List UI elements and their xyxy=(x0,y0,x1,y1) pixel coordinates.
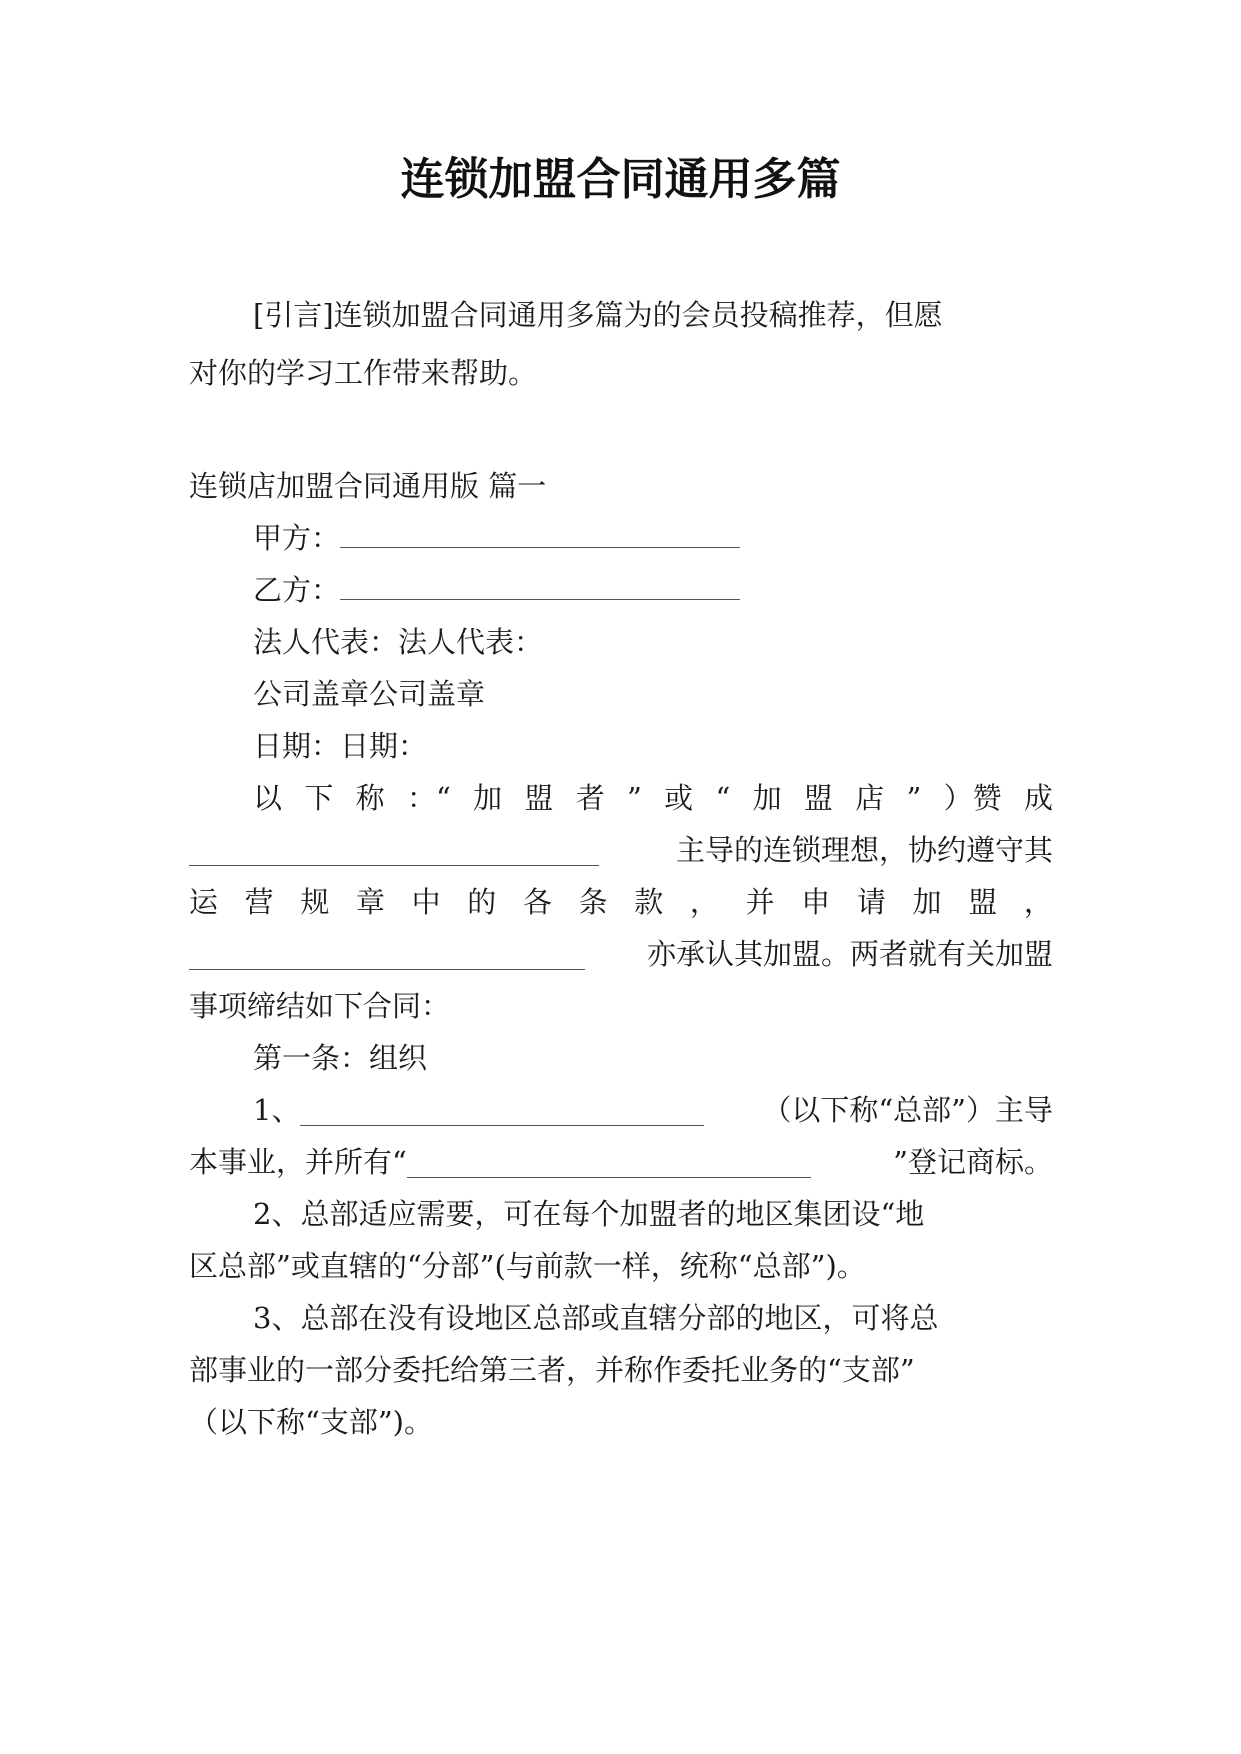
item-1-line-2-suffix: ”登记商标。 xyxy=(893,1145,1053,1179)
paragraph-1-line-1-char: 或 xyxy=(664,781,694,815)
document-title: 连锁加盟合同通用多篇 xyxy=(400,154,841,205)
headquarters-blank[interactable] xyxy=(300,1095,704,1126)
paragraph-1-line-3-char: 中 xyxy=(411,885,441,919)
paragraph-1-line-1-char: 店 xyxy=(855,781,885,815)
paragraph-1-line-2-text: 主导的连锁理想，协约遵守其 xyxy=(675,833,1053,867)
paragraph-1-line-1-char: 加 xyxy=(752,781,782,815)
party-a-blank[interactable] xyxy=(340,517,740,548)
section-heading: 连锁店加盟合同通用版 篇一 xyxy=(189,469,547,503)
paragraph-1-line-1-char: 成 xyxy=(1023,781,1053,815)
party-a-line xyxy=(189,512,1053,564)
paragraph-1-line-3-char: 规 xyxy=(300,885,330,919)
item-3-line-3: （以下称“支部”)。 xyxy=(189,1405,433,1439)
paragraph-1-line-3-char: 款 xyxy=(634,885,664,919)
item-1-prefix: 1、 xyxy=(253,1093,301,1127)
intro-line-2: 对你的学习工作带来帮助。 xyxy=(189,356,538,390)
paragraph-1-line-3-char: 申 xyxy=(801,885,831,919)
paragraph-1-line-3-char: 营 xyxy=(244,885,274,919)
paragraph-1-line-3-char: 运 xyxy=(189,885,219,919)
paragraph-1-line-3-char: 加 xyxy=(912,885,942,919)
paragraph-1-line-1-char: ：“ xyxy=(406,781,451,815)
blank-spacer xyxy=(189,402,1053,460)
paragraph-1-line-1-char: ）赞 xyxy=(943,781,1002,815)
party-b-label: 乙方： xyxy=(253,573,341,607)
paragraph-1-line-3-char: ， xyxy=(689,885,719,919)
paragraph-1-line-1-char: ” xyxy=(627,781,642,815)
paragraph-1-line-3-char: 的 xyxy=(467,885,497,919)
trademark-blank[interactable] xyxy=(407,1147,811,1178)
paragraph-1-line-3 xyxy=(189,876,1053,928)
item-2-line-2: 区总部”或直辖的“分部”(与前款一样，统称“总部”)。 xyxy=(189,1249,866,1283)
paragraph-1-line-3-char: ， xyxy=(1023,885,1053,919)
paragraph-1-line-1-char: 以 xyxy=(253,781,283,815)
paragraph-1-line-5: 事项缔结如下合同： xyxy=(189,989,451,1023)
intro-line-1: [引言]连锁加盟合同通用多篇为的会员投稿推荐，但愿 xyxy=(253,298,943,332)
article-1-heading: 第一条：组织 xyxy=(253,1041,428,1075)
item-3-line-2: 部事业的一部分委托给第三者，并称作委托业务的“支部” xyxy=(189,1353,915,1387)
party-b-blank[interactable] xyxy=(340,569,740,600)
paragraph-1-line-1-char: “ xyxy=(715,781,731,815)
paragraph-1-line-1-char: 加 xyxy=(473,781,503,815)
paragraph-1-line-3-char: 盟 xyxy=(968,885,998,919)
item-1-line-2 xyxy=(189,1136,1053,1188)
paragraph-1-line-3-char: 章 xyxy=(355,885,385,919)
paragraph-1-line-3-char: 条 xyxy=(578,885,608,919)
paragraph-1-line-4 xyxy=(189,928,1053,980)
item-1-line-1 xyxy=(189,1084,1053,1136)
paragraph-1-line-1-char: 下 xyxy=(304,781,334,815)
date-line: 日期：日期： xyxy=(253,729,428,763)
item-3-line-1: 3、总部在没有设地区总部或直辖分部的地区，可将总 xyxy=(253,1301,939,1335)
paragraph-1-line-3-char: 请 xyxy=(856,885,886,919)
document-body xyxy=(189,286,1053,1448)
paragraph-1-line-1-char: 称 xyxy=(355,781,385,815)
paragraph-1-line-3-char: 各 xyxy=(522,885,552,919)
paragraph-1-line-3-char: 并 xyxy=(745,885,775,919)
item-1-suffix: （以下称“总部”）主导 xyxy=(762,1093,1053,1127)
paragraph-1-line-1-char: ” xyxy=(906,781,922,815)
paragraph-1-line-4-text: 亦承认其加盟。两者就有关加盟 xyxy=(646,937,1053,971)
paragraph-1-line-2 xyxy=(189,824,1053,876)
legal-rep-line: 法人代表：法人代表： xyxy=(253,625,544,659)
item-2-line-1: 2、总部适应需要，可在每个加盟者的地区集团设“地 xyxy=(253,1197,925,1231)
party-b-line xyxy=(189,564,1053,616)
company-seal-line: 公司盖章公司盖章 xyxy=(253,677,486,711)
franchisor-blank-1[interactable] xyxy=(189,835,599,866)
paragraph-1-line-1-char: 盟 xyxy=(524,781,554,815)
party-a-label: 甲方： xyxy=(253,521,341,555)
item-1-line-2-prefix: 本事业，并所有“ xyxy=(189,1145,407,1179)
paragraph-1-line-1-char: 盟 xyxy=(803,781,833,815)
franchisor-blank-2[interactable] xyxy=(189,939,585,970)
paragraph-1-line-1 xyxy=(189,772,1053,824)
paragraph-1-line-1-char: 者 xyxy=(575,781,605,815)
